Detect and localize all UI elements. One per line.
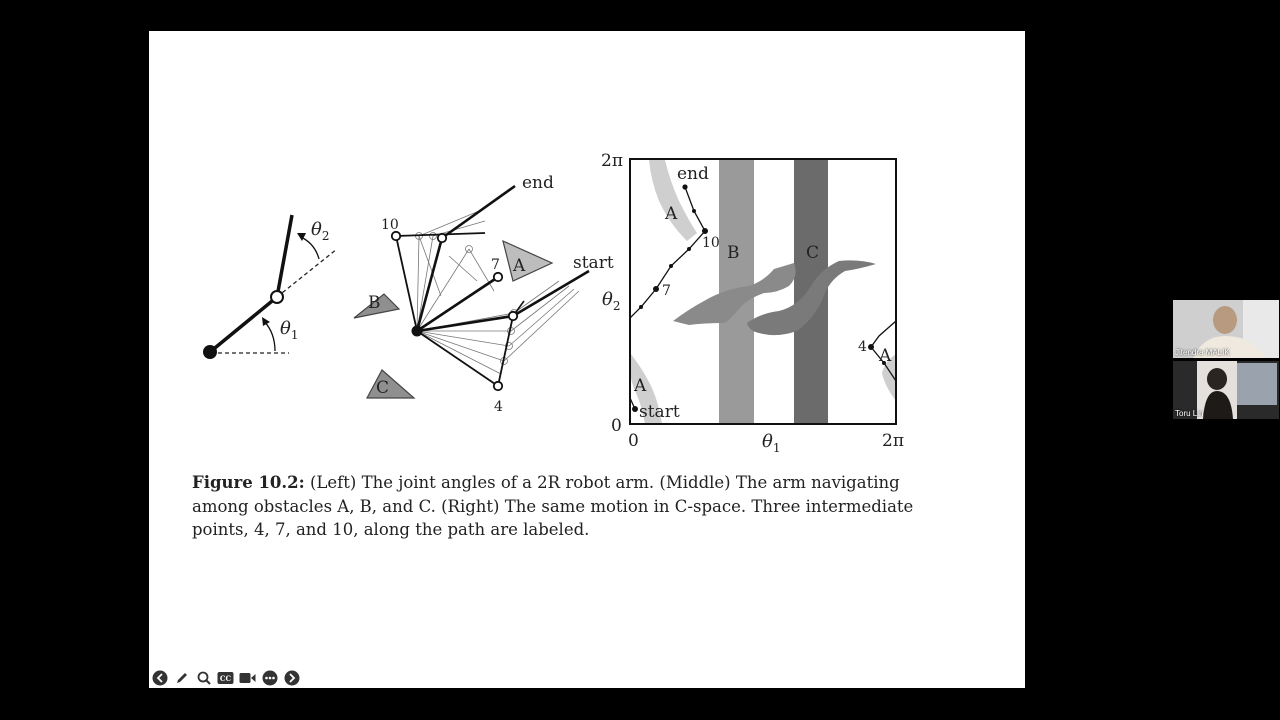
zoom-button[interactable]	[195, 669, 212, 686]
cspace-start-label: start	[639, 402, 680, 422]
obstacle-b-label: B	[368, 293, 381, 313]
participant-video-tile-1[interactable]	[1173, 300, 1279, 358]
participant-video-tile-2[interactable]	[1173, 361, 1279, 419]
cspace-end-label: end	[677, 164, 709, 184]
prev-arrow-icon	[152, 670, 168, 686]
camera-button[interactable]	[239, 669, 256, 686]
participant-name-1: Jitendra MALIK	[1175, 348, 1230, 357]
more-options-button[interactable]	[261, 669, 278, 686]
cspace-x-left-label: 0	[628, 431, 639, 451]
caption-line-2: among obstacles A, B, and C. (Right) The same motion in C-space. Three intermediate	[192, 496, 914, 516]
more-icon	[262, 670, 278, 686]
figure-caption	[192, 471, 952, 542]
base-joint	[203, 345, 217, 359]
cspace-x-axis-label: $\theta_1$	[762, 431, 781, 455]
middle-point-4-label: 4	[494, 399, 503, 415]
cspace-y-bottom-label: 0	[611, 416, 622, 436]
video-camera-icon	[239, 671, 256, 685]
cspace-y-top-label: 2π	[601, 151, 623, 171]
pen-icon	[174, 670, 190, 686]
cspace-region-a-top-label: A	[665, 204, 678, 224]
svg-text:CC: CC	[219, 673, 232, 683]
cspace-y-axis-label: $\theta_2$	[602, 289, 621, 313]
elbow-joint	[271, 291, 283, 303]
cspace-x-right-label: 2π	[882, 431, 904, 451]
obstacle-c	[367, 370, 414, 398]
prev-slide-button[interactable]	[151, 669, 168, 686]
captions-button[interactable]	[217, 669, 234, 686]
obstacle-a-label: A	[513, 256, 526, 276]
theta1-arc-arrow	[264, 321, 275, 351]
cspace-point-4-label: 4	[858, 339, 867, 355]
arm-link-2	[277, 215, 292, 297]
figure-label: Figure 10.2:	[192, 473, 305, 492]
middle-end-label: end	[522, 173, 554, 193]
captions-icon	[217, 671, 234, 685]
next-arrow-icon	[284, 670, 300, 686]
theta2-arc-arrow	[301, 237, 319, 259]
participant-name-2: Toru Lin	[1175, 409, 1204, 418]
left-panel-2r-arm	[203, 215, 337, 359]
cspace-point-10-label: 10	[702, 235, 720, 251]
obstacle-a	[503, 241, 552, 281]
next-slide-button[interactable]	[283, 669, 300, 686]
labeled-configurations	[392, 186, 589, 390]
cspace-point-7-label: 7	[662, 283, 671, 299]
slide-toolbar	[151, 669, 300, 686]
middle-start-label: start	[573, 253, 614, 273]
caption-line-1: (Left) The joint angles of a 2R robot arm. (Middle) The arm navigating	[309, 473, 900, 492]
cspace-region-c-label: C	[806, 243, 820, 263]
theta1-label: $\theta_1$	[280, 318, 299, 342]
theta1-arrowhead	[262, 317, 270, 326]
middle-point-10-label: 10	[381, 217, 399, 233]
cspace-region-a-bottom-label: A	[634, 376, 647, 396]
middle-point-7-label: 7	[491, 257, 500, 273]
pen-tool-button[interactable]	[173, 669, 190, 686]
middle-base-joint	[412, 326, 423, 337]
middle-panel-arm-navigation	[354, 173, 614, 415]
caption-line-3: points, 4, 7, and 10, along the path are labeled.	[192, 520, 590, 539]
figure-10-2	[149, 31, 1025, 461]
zoom-icon	[196, 670, 212, 686]
cspace-region-b-label: B	[727, 243, 740, 263]
cspace-region-a-right-label: A	[879, 346, 892, 366]
theta2-label: $\theta_2$	[311, 219, 330, 243]
presentation-slide	[149, 31, 1025, 688]
obstacle-c-label: C	[376, 378, 390, 398]
cspace-panel	[601, 151, 904, 455]
